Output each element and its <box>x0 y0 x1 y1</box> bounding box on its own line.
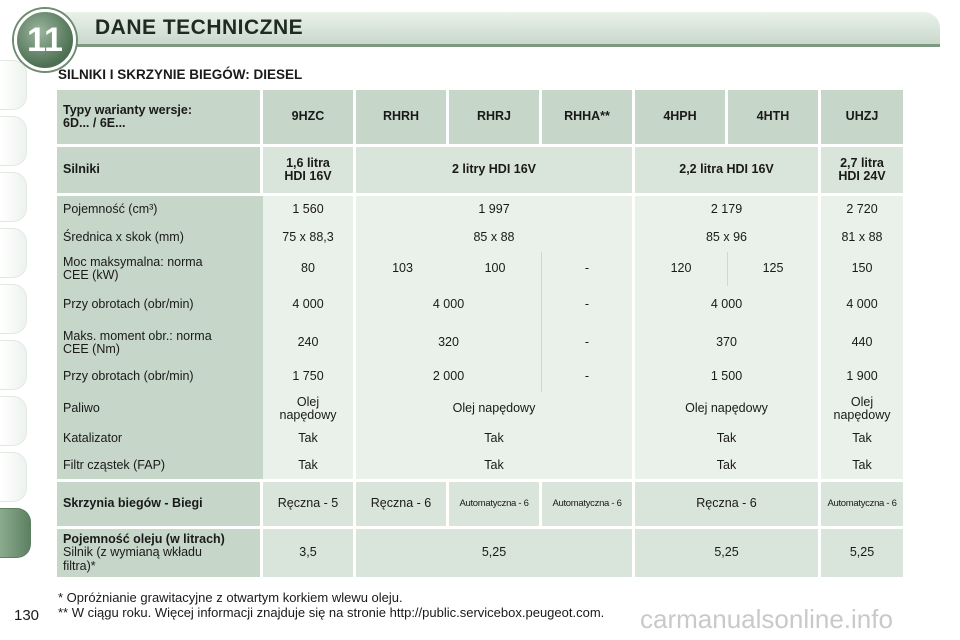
gearbox-row <box>57 482 903 529</box>
chapter-tab[interactable] <box>0 172 27 222</box>
header-divider <box>40 44 940 47</box>
engines-label: Silniki <box>57 147 263 196</box>
cell: Ręczna - 6 <box>635 482 821 529</box>
variant-4hth: 4HTH <box>728 90 821 147</box>
page-number: 130 <box>14 607 40 624</box>
table-row <box>57 324 903 362</box>
cell: 370 <box>635 324 821 362</box>
cell: Ręczna - 5 <box>263 482 356 529</box>
cell: 150 <box>821 252 903 286</box>
cell: Tak <box>635 452 821 482</box>
cell: Tak <box>635 426 821 452</box>
table-row <box>57 196 903 224</box>
cell: Olej napędowy <box>635 392 821 426</box>
table-row <box>57 252 903 286</box>
footnote-1: * Opróżnianie grawitacyjne z otwartym korkiem wlewu oleju. <box>58 590 403 605</box>
cell: Automatyczna - 6 <box>542 482 635 529</box>
row-label: Pojemność (cm³) <box>57 196 263 224</box>
cell: - <box>542 286 635 324</box>
cell: Olej napędowy <box>356 392 635 426</box>
chapter-tab[interactable] <box>0 284 27 334</box>
cell: - <box>542 252 635 286</box>
cell: 85 x 96 <box>635 224 821 252</box>
table-row <box>57 452 903 482</box>
variants-label: Typy warianty wersje: 6D... / 6E... <box>57 90 263 147</box>
chapter-badge: 11 <box>14 9 76 71</box>
chapter-tab-active[interactable] <box>0 508 31 558</box>
cell: Tak <box>821 426 903 452</box>
row-label: Moc maksymalna: norma CEE (kW) <box>57 252 263 286</box>
specs-table <box>57 90 903 577</box>
chapter-tab[interactable] <box>0 452 27 502</box>
cell: Olej napędowy <box>821 392 903 426</box>
cell: Tak <box>263 426 356 452</box>
cell: 2 000 <box>356 362 542 392</box>
cell: Olej napędowy <box>263 392 356 426</box>
cell: 2 179 <box>635 196 821 224</box>
cell: 5,25 <box>356 529 635 577</box>
cell: 100 <box>449 252 542 286</box>
cell: Tak <box>263 452 356 482</box>
row-label: Katalizator <box>57 426 263 452</box>
chapter-tab[interactable] <box>0 228 27 278</box>
cell: 5,25 <box>821 529 903 577</box>
engines-row <box>57 147 903 196</box>
cell: Tak <box>356 426 635 452</box>
cell: 240 <box>263 324 356 362</box>
cell: 1 560 <box>263 196 356 224</box>
variant-rhha: RHHA** <box>542 90 635 147</box>
cell: 1 750 <box>263 362 356 392</box>
cell: Tak <box>356 452 635 482</box>
chapter-tab[interactable] <box>0 60 27 110</box>
table-row <box>57 392 903 426</box>
cell: 103 <box>356 252 449 286</box>
table-row <box>57 362 903 392</box>
variant-4hph: 4HPH <box>635 90 728 147</box>
cell: Automatyczna - 6 <box>449 482 542 529</box>
cell: 1 997 <box>356 196 635 224</box>
gearbox-label: Skrzynia biegów - Biegi <box>57 482 263 529</box>
cell: 1 500 <box>635 362 821 392</box>
oil-row <box>57 529 903 577</box>
cell: - <box>542 324 635 362</box>
variant-uhzj: UHZJ <box>821 90 903 147</box>
row-label: Filtr cząstek (FAP) <box>57 452 263 482</box>
cell: Ręczna - 6 <box>356 482 449 529</box>
cell: - <box>542 362 635 392</box>
specs-body <box>57 196 903 482</box>
cell: 81 x 88 <box>821 224 903 252</box>
page-title: DANE TECHNICZNE <box>95 16 304 39</box>
cell: 3,5 <box>263 529 356 577</box>
cell: 2 720 <box>821 196 903 224</box>
footnotes <box>58 590 604 620</box>
cell: 320 <box>356 324 542 362</box>
cell: 4 000 <box>263 286 356 324</box>
cell: 125 <box>728 252 821 286</box>
cell: 4 000 <box>821 286 903 324</box>
table-row <box>57 224 903 252</box>
variant-rhrj: RHRJ <box>449 90 542 147</box>
cell: Tak <box>821 452 903 482</box>
row-label: Przy obrotach (obr/min) <box>57 362 263 392</box>
engine-27: 2,7 litra HDI 24V <box>821 147 903 196</box>
engine-20: 2 litry HDI 16V <box>356 147 635 196</box>
section-title: SILNIKI I SKRZYNIE BIEGÓW: DIESEL <box>58 67 303 82</box>
chapter-tab[interactable] <box>0 396 27 446</box>
row-label: Średnica x skok (mm) <box>57 224 263 252</box>
variant-rhrh: RHRH <box>356 90 449 147</box>
cell: 4 000 <box>635 286 821 324</box>
watermark: carmanualsonline.info <box>640 604 893 634</box>
cell: 4 000 <box>356 286 542 324</box>
table-row <box>57 426 903 452</box>
table-row <box>57 286 903 324</box>
chapter-tabs <box>0 60 34 564</box>
chapter-tab[interactable] <box>0 116 27 166</box>
cell: 120 <box>635 252 728 286</box>
engine-16: 1,6 litra HDI 16V <box>263 147 356 196</box>
cell: 80 <box>263 252 356 286</box>
row-label: Przy obrotach (obr/min) <box>57 286 263 324</box>
oil-heading: Pojemność oleju (w litrach) <box>63 532 225 547</box>
variants-row <box>57 90 903 147</box>
row-label: Maks. moment obr.: norma CEE (Nm) <box>57 324 263 362</box>
cell: 5,25 <box>635 529 821 577</box>
cell: 75 x 88,3 <box>263 224 356 252</box>
cell: 1 900 <box>821 362 903 392</box>
engine-22: 2,2 litra HDI 16V <box>635 147 821 196</box>
row-label: Paliwo <box>57 392 263 426</box>
cell: 440 <box>821 324 903 362</box>
cell: 85 x 88 <box>356 224 635 252</box>
chapter-tab[interactable] <box>0 340 27 390</box>
cell: Automatyczna - 6 <box>821 482 903 529</box>
footnote-2: ** W ciągu roku. Więcej informacji znajduje się na stronie http://public.servicebox.peugeot.com. <box>58 605 605 620</box>
oil-sublabel: Silnik (z wymianą wkładu filtra)* <box>63 545 202 573</box>
oil-label <box>57 529 263 577</box>
variant-9hzc: 9HZC <box>263 90 356 147</box>
